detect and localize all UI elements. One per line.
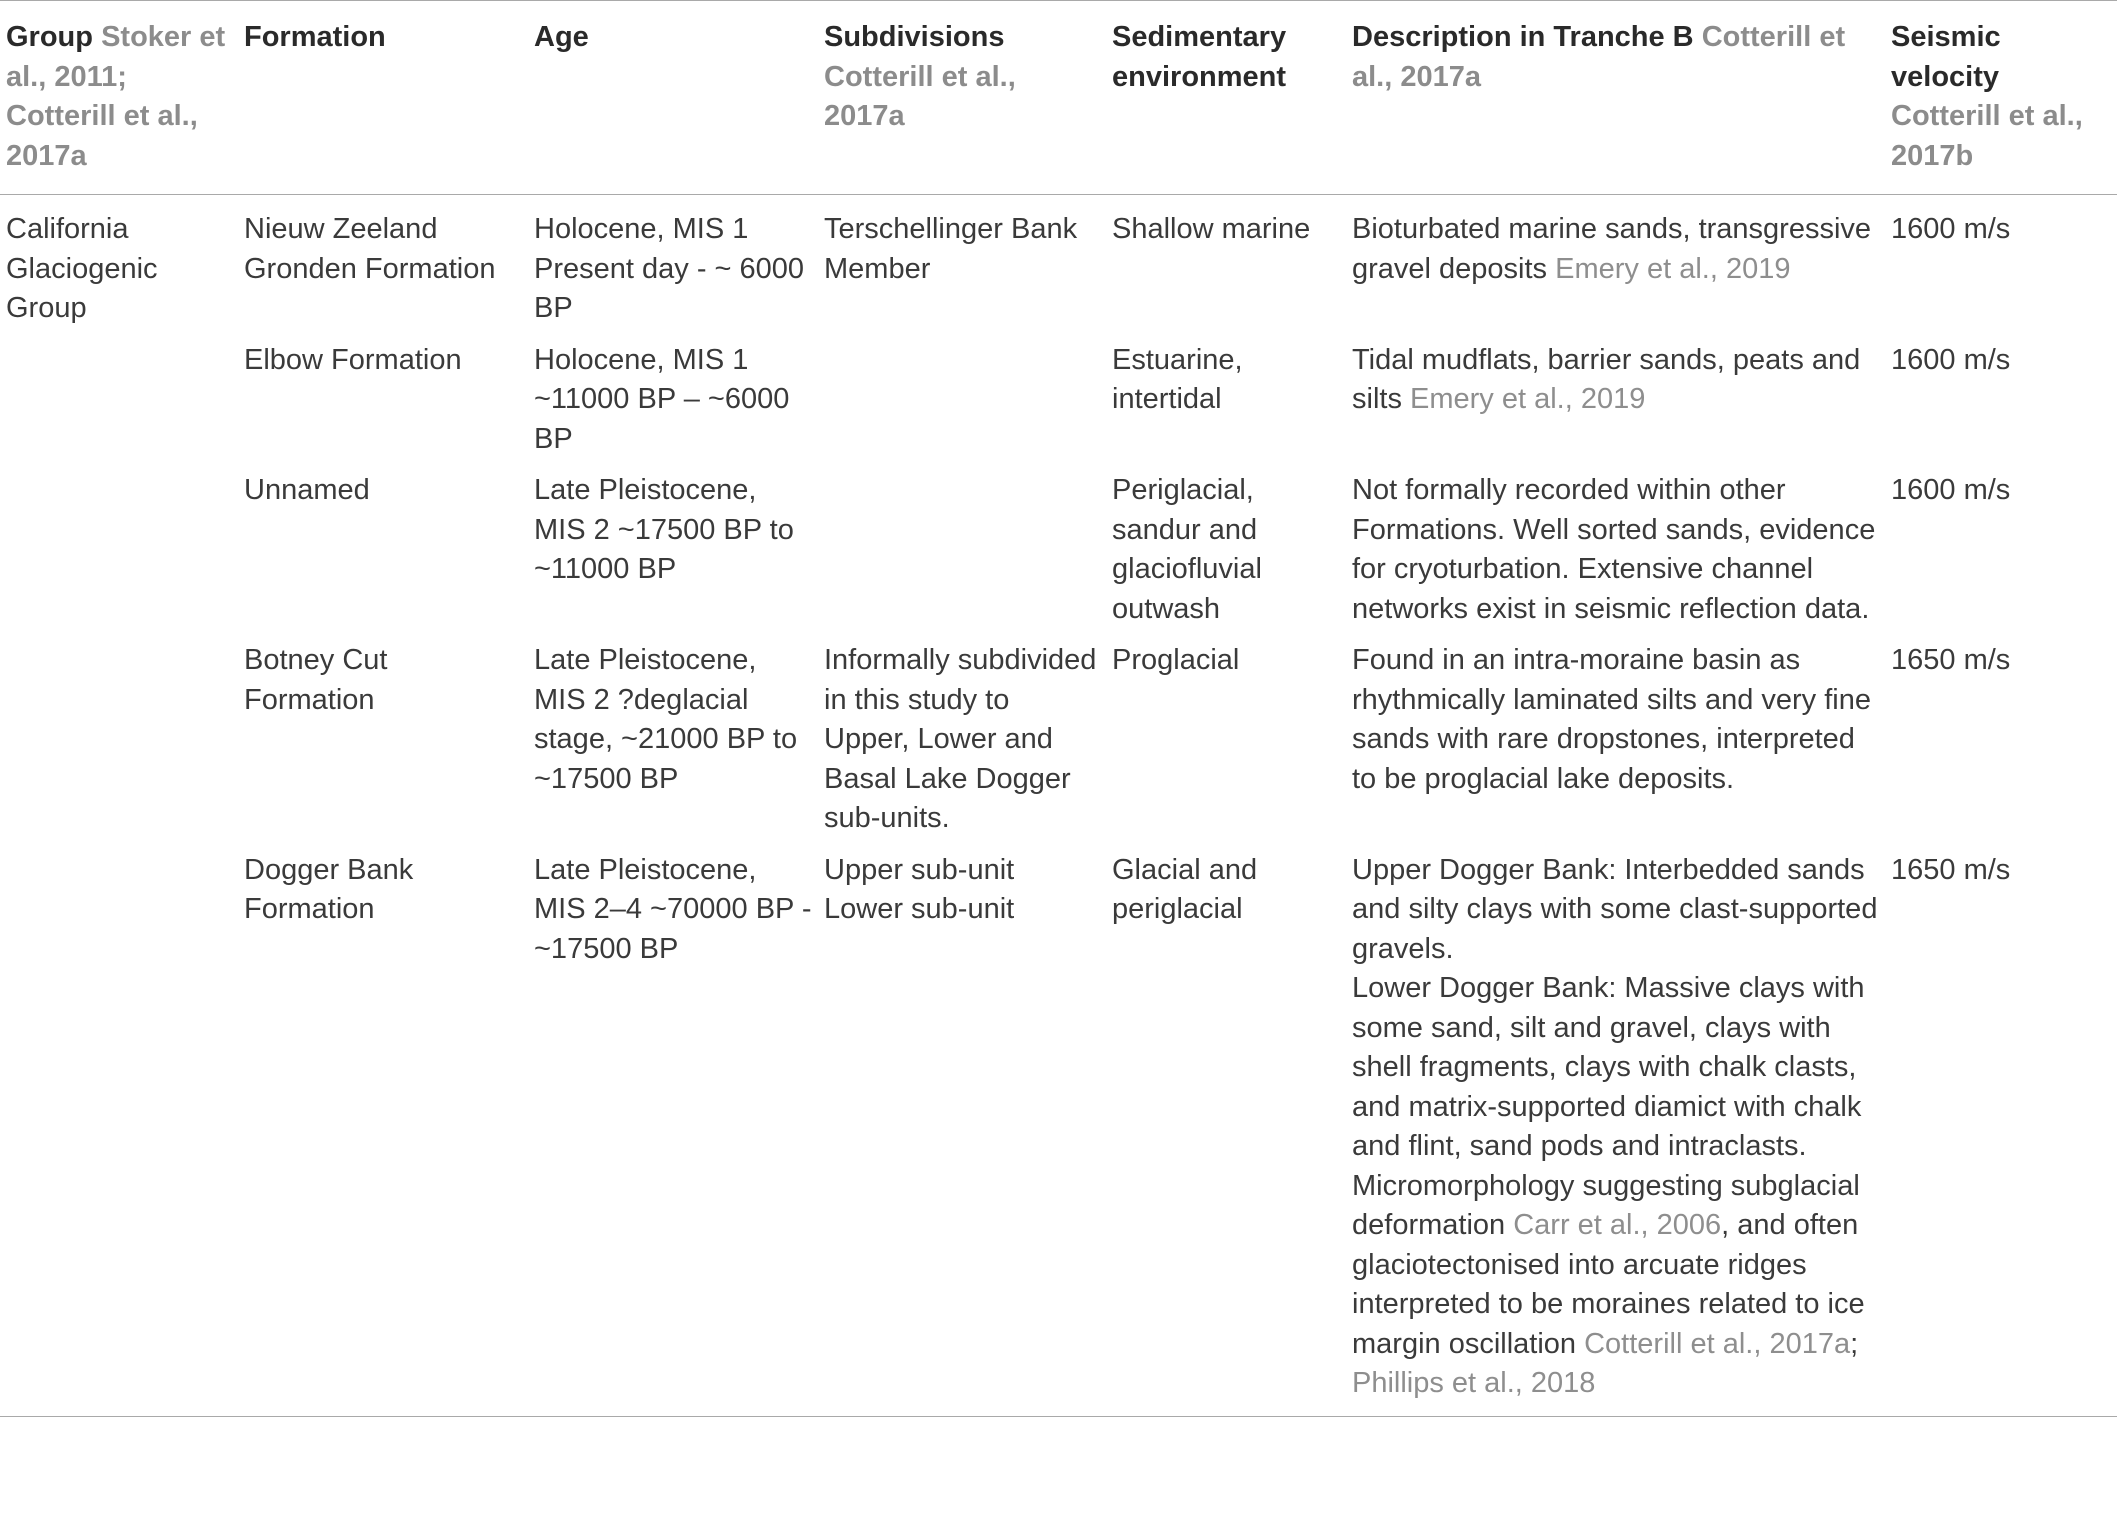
header-description-cite: Cotterill et al., 2017a xyxy=(1352,21,1846,93)
formation-cell: Unnamed xyxy=(244,474,370,506)
velocity-cell: 1600 m/s xyxy=(1891,474,2011,506)
table-row xyxy=(0,843,2117,1417)
header-description xyxy=(1346,1,1885,195)
group-cell xyxy=(0,195,240,1417)
environment-cell: Glacial and periglacial xyxy=(1112,853,1258,925)
age-cell: Late Pleistocene, MIS 2 ~17500 BP to ~11000 BP xyxy=(534,474,794,585)
header-environment xyxy=(1106,1,1346,195)
description-mid: , and often glaciotectonised into arcuate ridges interpreted to be moraines related to ice margin oscillation xyxy=(1352,1209,1865,1360)
description-lower-block xyxy=(1352,969,1879,1404)
header-group-cite: Stoker et al., 2011; Cotterill et al., 2017a xyxy=(6,21,226,172)
table-row xyxy=(0,333,2117,464)
header-group xyxy=(0,1,240,195)
header-age-label: Age xyxy=(534,21,589,53)
subdivisions-cell xyxy=(818,843,1106,1417)
header-velocity-cite: Cotterill et al., 2017b xyxy=(1891,100,2083,172)
age-cell: Holocene, MIS 1 ~11000 BP – ~6000 BP xyxy=(534,343,790,455)
subdivisions-cell xyxy=(818,333,1106,464)
header-subdivisions-cite: Cotterill et al., 2017a xyxy=(824,60,1016,132)
description-citation-3: Phillips et al., 2018 xyxy=(1352,1367,1596,1399)
velocity-cell: 1600 m/s xyxy=(1891,343,2011,376)
environment-cell: Shallow marine xyxy=(1112,213,1311,245)
header-subdivisions-label: Subdivisions xyxy=(824,21,1005,53)
age-cell: Late Pleistocene, MIS 2 ?deglacial stage, ~21000 BP to ~17500 BP xyxy=(534,644,798,795)
description-separator: ; xyxy=(1850,1327,1859,1360)
description-citation-2: Cotterill et al., 2017a xyxy=(1584,1327,1851,1360)
subdivisions-cell: Informally subdivided in this study to Upper, Lower and Basal Lake Dogger sub-units. xyxy=(824,644,1097,834)
header-formation xyxy=(240,1,528,195)
header-environment-label: Sedimentary environment xyxy=(1112,21,1287,93)
description-cell xyxy=(1346,843,1885,1417)
formation-cell: Botney Cut Formation xyxy=(244,644,388,716)
description-citation: Emery et al., 2019 xyxy=(1410,383,1646,415)
subdivision-upper: Upper sub-unit xyxy=(824,853,1015,886)
header-age xyxy=(528,1,818,195)
header-velocity xyxy=(1885,1,2117,195)
header-group-label: Group xyxy=(6,21,93,53)
formation-cell: Dogger Bank Formation xyxy=(244,853,414,925)
header-subdivisions xyxy=(818,1,1106,195)
formation-cell: Elbow Formation xyxy=(244,343,462,376)
environment-cell: Periglacial, sandur and glaciofluvial outwash xyxy=(1112,474,1262,625)
description-citation: Emery et al., 2019 xyxy=(1555,252,1791,285)
description-lower: Lower Dogger Bank: Massive clays with some sand, silt and gravel, clays with shell fragments, clays with chalk clasts, and matrix-supported diamict with chalk and flint, sand pods and intraclasts. Micromorphology suggesting subglacial deformation xyxy=(1352,972,1865,1241)
velocity-cell: 1650 m/s xyxy=(1891,853,2011,886)
table-row xyxy=(0,195,2117,333)
table-header xyxy=(0,1,2117,195)
header-formation-label: Formation xyxy=(244,21,386,53)
description-cell: Not formally recorded within other Formations. Well sorted sands, evidence for cryoturbation. Extensive channel networks exist in seismic reflection data. xyxy=(1352,474,1876,625)
header-row xyxy=(0,1,2117,195)
table-row xyxy=(0,633,2117,843)
group-name: California Glaciogenic Group xyxy=(6,213,158,324)
description-cell: Found in an intra-moraine basin as rhythmically laminated silts and very fine sands with rare dropstones, interpreted to be proglacial lake deposits. xyxy=(1352,644,1871,795)
header-description-label: Description in Tranche B xyxy=(1352,21,1694,53)
subdivisions-cell: Terschellinger Bank Member xyxy=(824,213,1078,285)
description-text: Tidal mudflats, barrier sands, peats and silts xyxy=(1352,343,1861,415)
environment-cell: Proglacial xyxy=(1112,644,1240,676)
environment-cell: Estuarine, intertidal xyxy=(1112,343,1243,415)
velocity-cell: 1600 m/s xyxy=(1891,213,2011,245)
description-cell xyxy=(1346,195,1885,333)
description-citation-1: Carr et al., 2006 xyxy=(1513,1209,1722,1241)
description-text: Bioturbated marine sands, transgressive gravel deposits xyxy=(1352,213,1872,285)
table-body xyxy=(0,195,2117,1417)
formation-cell: Nieuw Zeeland Gronden Formation xyxy=(244,213,496,285)
subdivision-lower: Lower sub-unit xyxy=(824,893,1015,925)
age-cell: Holocene, MIS 1 Present day - ~ 6000 BP xyxy=(534,213,805,324)
velocity-cell: 1650 m/s xyxy=(1891,644,2011,676)
description-cell xyxy=(1346,333,1885,464)
header-velocity-label: Seismic velocity xyxy=(1891,21,2001,93)
table-row xyxy=(0,463,2117,633)
age-cell: Late Pleistocene, MIS 2–4 ~70000 BP - ~17500 BP xyxy=(534,853,812,965)
subdivisions-cell xyxy=(818,463,1106,633)
description-upper: Upper Dogger Bank: Interbedded sands and silty clays with some clast-supported gravels. xyxy=(1352,853,1878,965)
